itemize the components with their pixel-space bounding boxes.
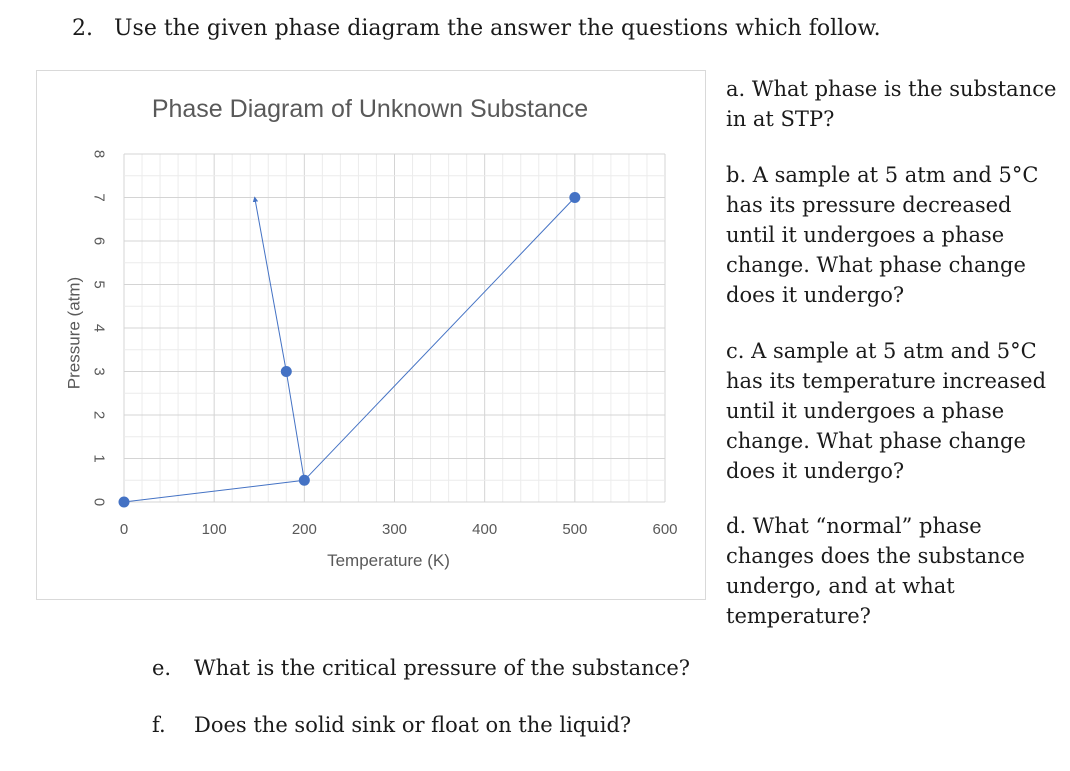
question-f-text: Does the solid sink or float on the liquid? bbox=[194, 713, 632, 737]
solid-liquid-boundary-line bbox=[255, 198, 305, 481]
y-tick-label: 4 bbox=[90, 323, 108, 333]
question-d: d. What “normal” phase changes does the substance undergo, and at what temperature? bbox=[726, 514, 1025, 628]
question-c: c. A sample at 5 atm and 5°C has its temperature increased until it undergoes a phase change. What phase change does it undergo? bbox=[726, 339, 1047, 483]
question-e-text: What is the critical pressure of the substance? bbox=[194, 656, 691, 680]
question-f bbox=[152, 713, 631, 737]
question-header bbox=[72, 16, 881, 41]
y-tick-label: 1 bbox=[90, 454, 108, 463]
y-tick-label: 0 bbox=[90, 497, 108, 507]
x-tick-label: 600 bbox=[652, 521, 678, 538]
x-tick-label: 100 bbox=[201, 521, 227, 538]
x-tick-label: 400 bbox=[472, 521, 498, 538]
y-tick-label: 2 bbox=[90, 410, 108, 420]
y-axis-label: Pressure (atm) bbox=[64, 276, 84, 390]
question-instruction: Use the given phase diagram the answer the questions which follow. bbox=[114, 16, 881, 41]
data-point bbox=[299, 475, 310, 486]
x-tick-label: 0 bbox=[119, 521, 129, 538]
phase-diagram-chart bbox=[36, 70, 706, 600]
chart-svg bbox=[37, 71, 705, 599]
data-point bbox=[281, 366, 292, 377]
phase-boundary-line bbox=[304, 198, 575, 481]
y-tick-label: 5 bbox=[90, 280, 108, 289]
question-e bbox=[152, 656, 690, 680]
y-tick-label: 6 bbox=[90, 236, 108, 246]
y-tick-label: 7 bbox=[90, 193, 108, 202]
question-number: 2. bbox=[72, 16, 93, 41]
data-point bbox=[119, 497, 130, 508]
chart-title: Phase Diagram of Unknown Substance bbox=[151, 95, 589, 123]
y-tick-label: 3 bbox=[90, 367, 108, 376]
x-tick-label: 300 bbox=[381, 521, 408, 538]
question-a: a. What phase is the substance in at STP? bbox=[726, 77, 1057, 131]
x-tick-label: 500 bbox=[562, 521, 588, 538]
x-axis-label: Temperature (K) bbox=[327, 551, 450, 570]
question-f-letter: f. bbox=[152, 713, 166, 737]
data-point bbox=[569, 192, 580, 203]
y-tick-label: 8 bbox=[90, 149, 108, 159]
question-e-letter: e. bbox=[152, 656, 172, 680]
x-tick-label: 200 bbox=[291, 521, 317, 538]
question-b: b. A sample at 5 atm and 5°C has its pressure decreased until it undergoes a phase change. What phase change does it undergo? bbox=[726, 163, 1039, 307]
